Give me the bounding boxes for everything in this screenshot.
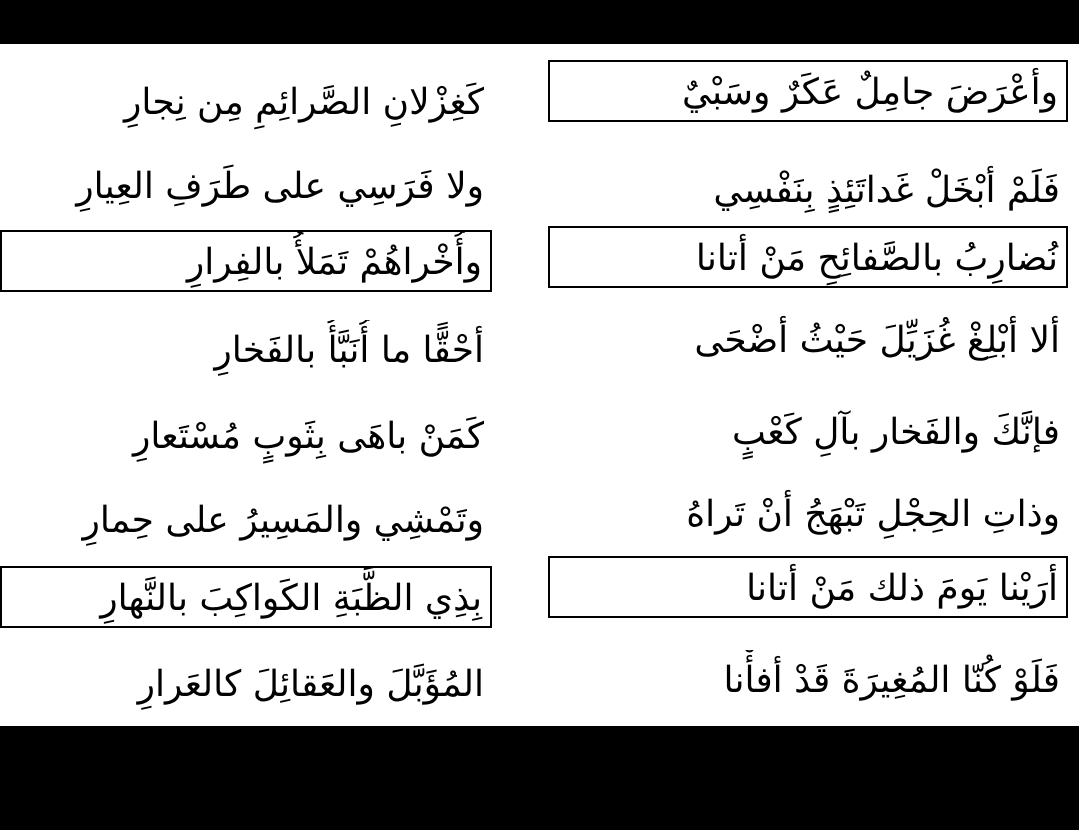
right-verse-8: فَلَوْ كُنّا المُغِيرَةَ قَدْ أفأْنا [723, 660, 1060, 701]
right-verse-3: نُضارِبُ بالصَّفائِحِ مَنْ أتانا [548, 226, 1068, 288]
right-verse-5: فإنَّكَ والفَخار بآلِ كَعْبٍ [731, 412, 1060, 453]
left-verse-6: وتَمْشِي والمَسِيرُ على حِمارِ [82, 500, 484, 541]
left-verse-7: بِذِي الظَّبَةِ الكَواكِبَ بالنَّهارِ [0, 566, 492, 628]
left-verse-1: كَغِزْلانِ الصَّرائِمِ مِن نِجارِ [124, 82, 484, 123]
left-verse-2: ولا فَرَسِي على طَرَفِ العِيارِ [76, 166, 484, 207]
left-verse-4: أحْقًّا ما أُنَبَّأُ بالفَخارِ [214, 330, 484, 371]
left-column [0, 44, 492, 726]
right-verse-6: وذاتِ الحِجْلِ تَبْهَجُ أنْ تَراهُ [686, 494, 1060, 535]
right-verse-7: أرَيْنا يَومَ ذلك مَنْ أتانا [548, 556, 1068, 618]
bottom-black-bar [0, 726, 1079, 830]
left-verse-8: المُؤَبَّلَ والعَقائِلَ كالعَرارِ [137, 664, 484, 705]
right-verse-1: وأعْرَضَ جامِلٌ عَكَرٌ وسَبْيٌ [548, 60, 1068, 122]
right-verse-2: فَلَمْ أبْخَلْ غَداتَئِذٍ بِنَفْسِي [713, 170, 1060, 211]
left-verse-5: كَمَنْ باهَى بِثَوبٍ مُسْتَعارِ [132, 416, 484, 457]
right-column [548, 44, 1079, 726]
left-verse-3: وأُخْراهُمْ تَمَلأُ بالفِرارِ [0, 230, 492, 292]
poem-page [0, 44, 1079, 726]
right-verse-4: ألا أبْلِغْ غُزَيِّلَ حَيْثُ أضْحَى [694, 320, 1060, 361]
